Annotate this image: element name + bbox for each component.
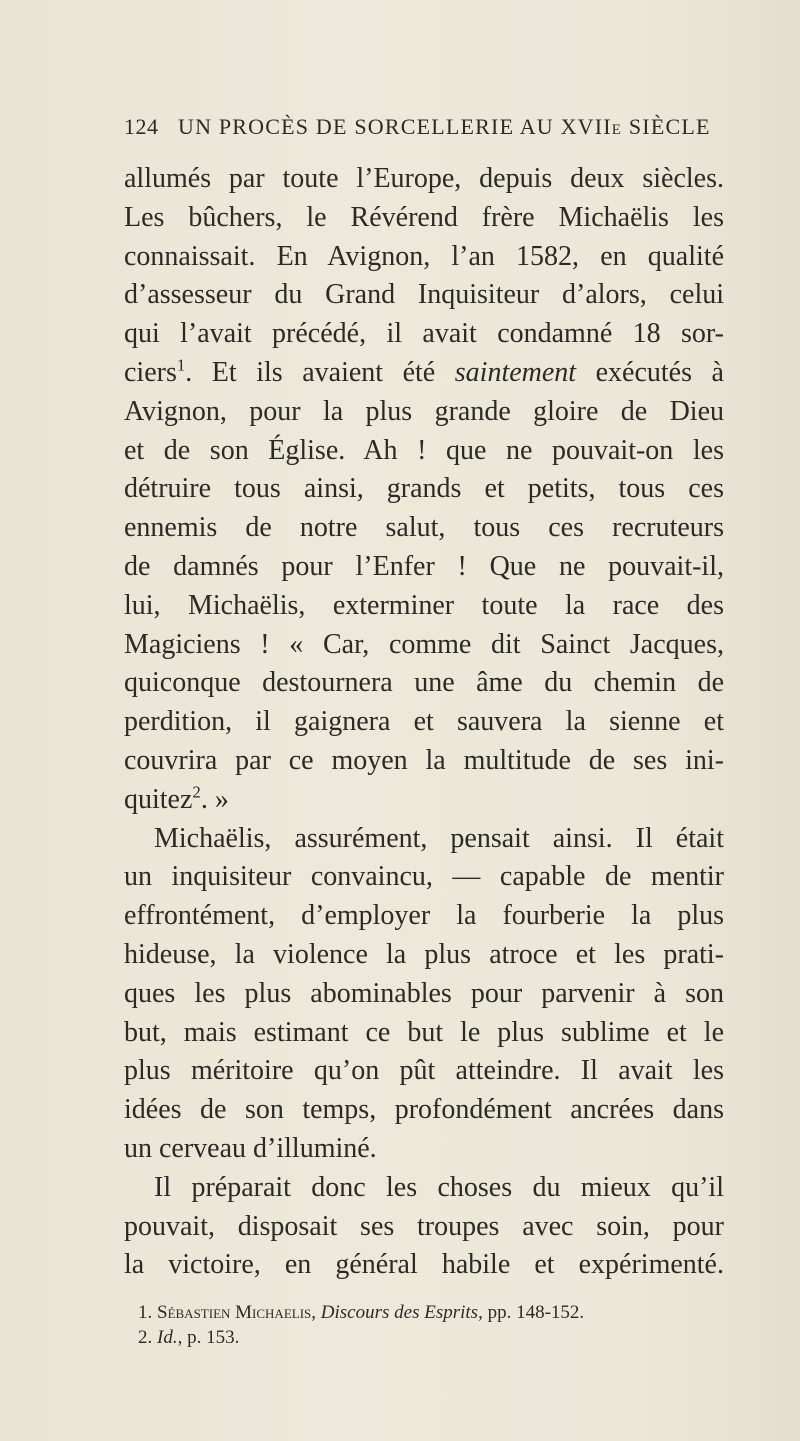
- running-title: UN PROCÈS DE SORCELLERIE AU XVIIe SIÈCLE: [178, 114, 711, 139]
- text-fragment: quitez: [124, 783, 193, 815]
- text-line: couvrira par ce moyen la multitude de ses ini-: [124, 744, 724, 776]
- text-line: [124, 354, 724, 393]
- text-line: un inquisiteur convaincu, — capable de mentir: [124, 861, 724, 893]
- text-line: Magiciens ! « Car, comme dit Sainct Jacques,: [124, 628, 724, 660]
- text-fragment: . »: [200, 783, 229, 815]
- text-line: détruire tous ainsi, grands et petits, tous ces: [124, 473, 724, 505]
- footnote-title: Discours des Esprits: [320, 1302, 479, 1323]
- text-line: quiconque destournera une âme du chemin de: [124, 667, 724, 699]
- text-line: Michaëlis, assurément, pensait ainsi. Il était: [154, 822, 724, 854]
- text-line: [124, 781, 724, 820]
- footnote-ref: 1: [176, 355, 186, 375]
- footnote-1: [138, 1300, 728, 1325]
- footnote-ref: 2: [192, 782, 201, 802]
- footnote-number: 1.: [138, 1302, 153, 1323]
- text-line: idées de son temps, profondément ancrées dans: [124, 1094, 724, 1126]
- text-line: but, mais estimant ce but le plus sublime et le: [124, 1016, 724, 1048]
- text-line: d’assesseur du Grand Inquisiteur d’alors, celui: [124, 279, 724, 311]
- text-line: perdition, il gaignera et sauvera la sienne et: [124, 706, 724, 738]
- footnote-pages: , pp. 148-152.: [478, 1302, 585, 1323]
- footnote-ref-id: Id.: [157, 1327, 178, 1348]
- footnote-pages: , p. 153.: [177, 1327, 240, 1348]
- footnote-number: 2.: [138, 1327, 153, 1348]
- text-fragment: . Et ils avaient été: [185, 356, 455, 388]
- text-line: Avignon, pour la plus grande gloire de Dieu: [124, 395, 724, 427]
- text-line: effrontément, d’employer la fourberie la plus: [124, 900, 724, 932]
- text-line: Les bûchers, le Révérend frère Michaëlis les: [124, 201, 724, 233]
- page-number: 124: [124, 114, 159, 139]
- italic-word: saintement: [454, 356, 577, 388]
- text-line: hideuse, la violence la plus atroce et les prati-: [124, 938, 724, 970]
- text-line: ennemis de notre salut, tous ces recruteurs: [124, 512, 724, 544]
- footnotes: [138, 1300, 728, 1350]
- footnote-sep: ,: [311, 1302, 321, 1323]
- text-line: plus méritoire qu’on pût atteindre. Il avait les: [124, 1055, 724, 1087]
- body-text: [124, 160, 724, 1285]
- text-line: lui, Michaëlis, exterminer toute la race des: [124, 589, 724, 621]
- text-line: connaissait. En Avignon, l’an 1582, en qualité: [124, 240, 724, 272]
- text-line: qui l’avait précédé, il avait condamné 18 sor-: [124, 318, 724, 350]
- text-line: un cerveau d’illuminé.: [124, 1132, 377, 1164]
- page-header: [124, 114, 714, 144]
- text-line: allumés par toute l’Europe, depuis deux siècles.: [124, 163, 724, 194]
- text-fragment: ciers: [124, 356, 177, 388]
- text-line: et de son Église. Ah ! que ne pouvait-on les: [124, 434, 724, 466]
- text-line: Il préparait donc les choses du mieux qu’il: [154, 1171, 724, 1203]
- text-fragment: exécutés à: [576, 356, 724, 388]
- text-line: ques les plus abominables pour parvenir à son: [124, 977, 724, 1009]
- footnote-author: Sébastien Michaelis: [157, 1302, 312, 1323]
- footnote-2: [138, 1325, 728, 1350]
- text-line: pouvait, disposait ses troupes avec soin, pour: [124, 1210, 724, 1242]
- text-line: de damnés pour l’Enfer ! Que ne pouvait-il,: [124, 550, 724, 582]
- text-line: la victoire, en général habile et expérimenté.: [124, 1249, 724, 1281]
